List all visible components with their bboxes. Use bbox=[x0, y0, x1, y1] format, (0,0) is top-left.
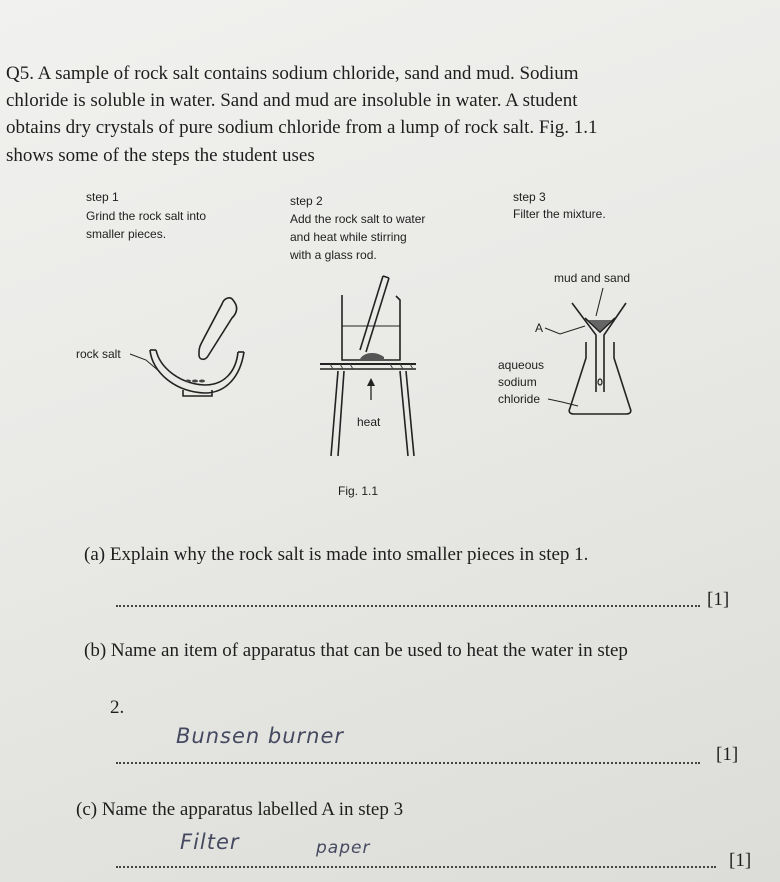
question-line-4: shows some of the steps the student uses bbox=[6, 145, 315, 166]
part-a-answer-line[interactable] bbox=[116, 605, 700, 607]
question-line-2: chloride is soluble in water. Sand and mud are insoluble in water. A student bbox=[6, 90, 578, 111]
part-b-question: (b) Name an item of apparatus that can be used to heat the water in step bbox=[84, 640, 628, 661]
step-2-title: step 2 bbox=[290, 194, 323, 208]
label-rock-salt: rock salt bbox=[76, 347, 121, 361]
label-chloride: chloride bbox=[498, 392, 541, 406]
step-2-line-3: with a glass rod. bbox=[290, 248, 377, 262]
step-2-line-2: and heat while stirring bbox=[290, 230, 407, 244]
part-b-handwritten-answer: Bunsen burner bbox=[176, 724, 345, 748]
step-1-line-2: smaller pieces. bbox=[86, 227, 167, 241]
part-c-marks: [1] bbox=[729, 850, 752, 871]
part-a-marks: [1] bbox=[707, 589, 730, 610]
part-b-marks: [1] bbox=[716, 744, 739, 765]
question-line-3: obtains dry crystals of pure sodium chloride from a lump of rock salt. Fig. 1.1 bbox=[6, 117, 598, 138]
step-3-title: step 3 bbox=[513, 190, 546, 204]
label-heat: heat bbox=[357, 415, 381, 429]
part-b-answer-line[interactable] bbox=[116, 762, 700, 764]
part-c-answer-line[interactable] bbox=[116, 866, 716, 868]
label-sodium: sodium bbox=[498, 375, 537, 389]
part-c-handwritten-answer-2: paper bbox=[316, 838, 371, 858]
part-c-question: (c) Name the apparatus labelled A in step 3 bbox=[76, 799, 404, 820]
label-aqueous: aqueous bbox=[498, 358, 545, 372]
part-a-question: (a) Explain why the rock salt is made into smaller pieces in step 1. bbox=[84, 544, 589, 565]
step-1-title: step 1 bbox=[86, 190, 119, 204]
part-b-question-cont: 2. bbox=[110, 697, 125, 718]
figure-caption: Fig. 1.1 bbox=[338, 484, 379, 498]
question-line-1: Q5. A sample of rock salt contains sodium chloride, sand and mud. Sodium bbox=[6, 63, 579, 84]
step-3-line-1: Filter the mixture. bbox=[513, 207, 606, 221]
step-1-line-1: Grind the rock salt into bbox=[86, 209, 207, 223]
label-A: A bbox=[535, 321, 544, 335]
step-2-line-1: Add the rock salt to water bbox=[290, 212, 426, 226]
part-c-handwritten-answer-1: Filter bbox=[180, 830, 240, 854]
label-mud-and-sand: mud and sand bbox=[554, 271, 631, 285]
